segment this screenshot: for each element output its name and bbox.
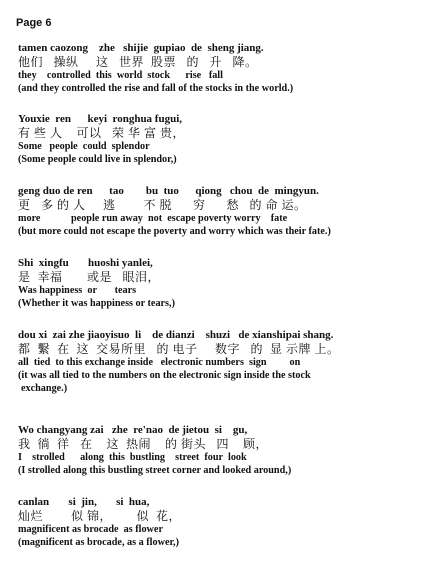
translation-line-continued: exchange.) [21, 383, 68, 394]
hanzi-line: 灿烂 似 锦， 似 花， [18, 509, 182, 523]
gloss-line: Some people could splendor [18, 141, 150, 152]
gloss-line: all tied to this exchange inside electronic numbers sign on [18, 357, 301, 368]
hanzi-line: 有 些 人 可以 荣 华 富 贵， [18, 126, 186, 140]
pinyin-line: Wo changyang zai zhe re'nao de jietou si gu, [18, 424, 248, 436]
gloss-line: magnificent as brocade as flower [18, 524, 163, 535]
gloss-line: I strolled along this bustling street four look [18, 452, 247, 463]
hanzi-line: 都 繫 在 这 交易所里 的 电子 数字 的 显 示牌 上。 [18, 342, 340, 356]
translation-line: (I strolled along this bustling street corner and looked around,) [18, 465, 292, 476]
hanzi-line: 更 多 的 人 逃 不 脱 穷 愁 的 命 运。 [18, 198, 307, 212]
hanzi-line: 我 徜 徉 在 这 热闹 的 街头 四 顾， [18, 437, 269, 451]
translation-line: (and they controlled the rise and fall of the stocks in the world.) [18, 83, 294, 94]
hanzi-line: 他们 操纵 这 世界 股票 的 升 降。 [18, 55, 258, 69]
translation-line: (magnificent as brocade, as a flower,) [18, 537, 179, 548]
pinyin-line: geng duo de ren tao bu tuo qiong chou de mingyun. [18, 185, 319, 197]
gloss-line: they controlled this world stock rise fall [18, 70, 223, 81]
gloss-line: more people run away not escape poverty worry fate [18, 213, 288, 224]
page-number: Page 6 [16, 17, 52, 29]
pinyin-line: canlan si jin, si hua, [18, 496, 150, 508]
pinyin-line: Shi xingfu huoshi yanlei, [18, 257, 153, 269]
translation-line: (Some people could live in splendor,) [18, 154, 177, 165]
pinyin-line: Youxie ren keyi ronghua fugui, [18, 113, 183, 125]
pinyin-line: dou xi zai zhe jiaoyisuo li de dianzi shuzi de xianshipai shang. [18, 329, 334, 341]
translation-line: (but more could not escape the poverty and worry which was their fate.) [18, 226, 331, 237]
hanzi-line: 是 幸福 或是 眼泪， [18, 270, 161, 284]
gloss-line: Was happiness or tears [18, 285, 137, 296]
translation-line: (it was all tied to the numbers on the electronic sign inside the stock [18, 370, 311, 381]
translation-line: (Whether it was happiness or tears,) [18, 298, 175, 309]
pinyin-line: tamen caozong zhe shijie gupiao de sheng jiang. [18, 42, 264, 54]
